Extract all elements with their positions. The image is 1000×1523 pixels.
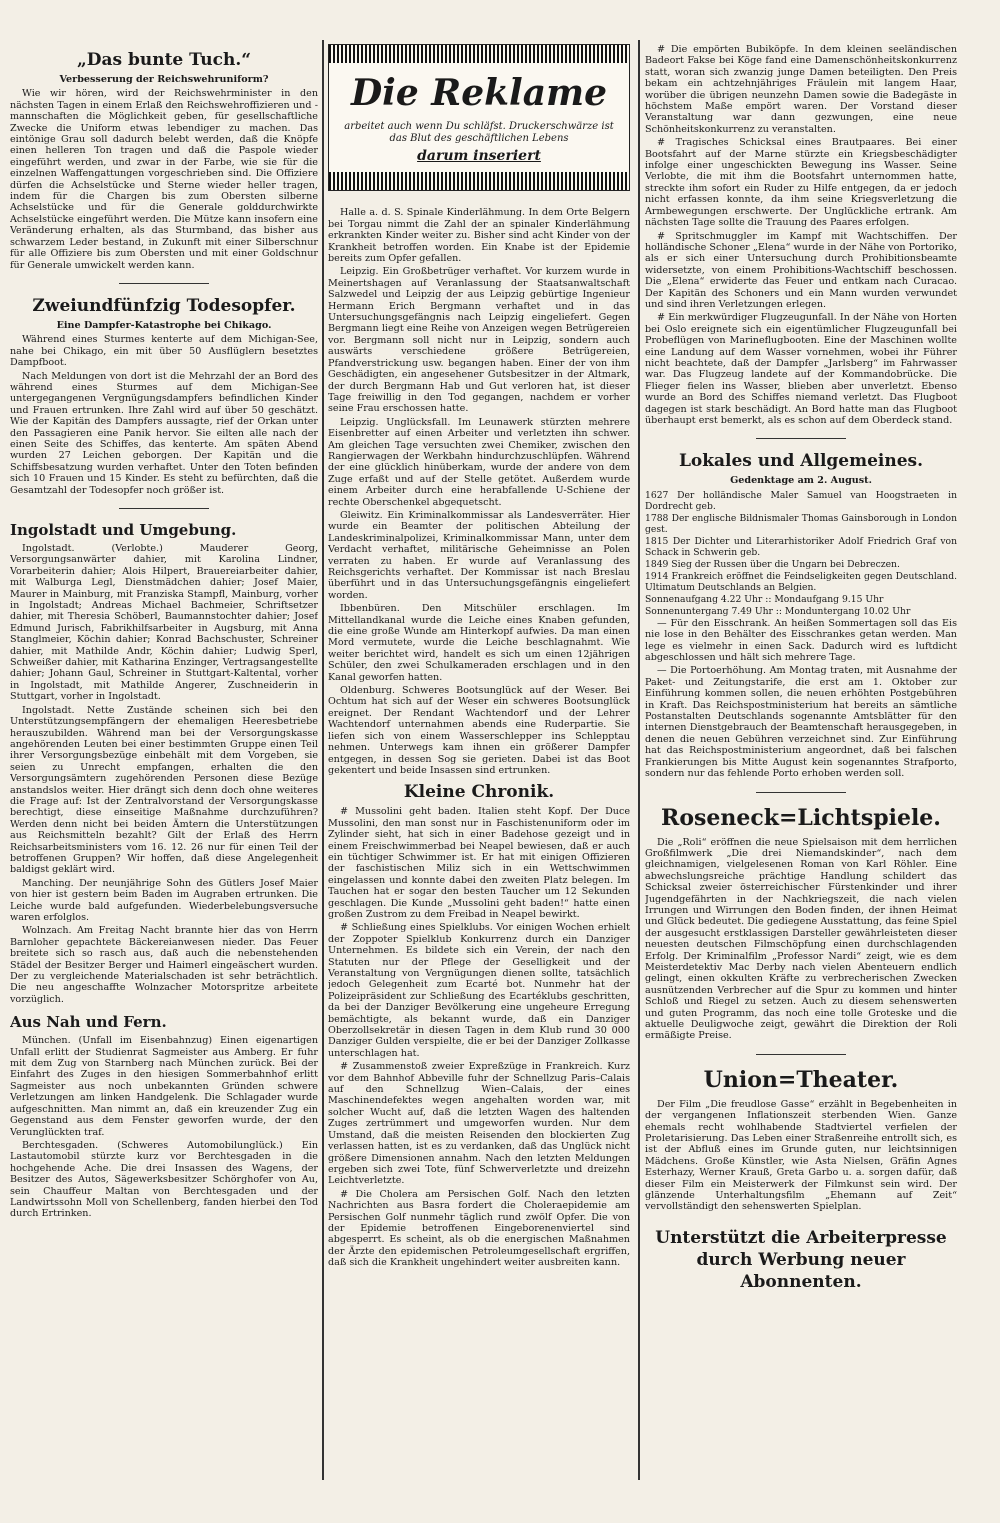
separator	[756, 792, 846, 793]
article-paragraph: Berchtesgaden. (Schweres Automobilunglück.) Ein Lastautomobil stürzte kurz vor Berchtesgaden in die hochgehende Ache. Die drei Insassen des Wagens, der Besitzer des Autos, Sägewerksbesitzer Schörghofer von Au, sein Chauffeur Maltan von Berchtesgaden und der Landwirtssohn Moll von Schellenberg, fanden hierbei den Tod durch Ertrinken.	[10, 1139, 318, 1220]
article-paragraph: — Die Portoerhöhung. Am Montag traten, mit Ausnahme der Paket- und Zeitungstarife, die erst am 1. Oktober zur Einführung kommen sollen, die neuen erhöhten Postgebühren in Kraft. Das Reichspostministerium hat bereits an sämtliche Postanstalten Deutschlands sogenannte Amtsblätter für den internen Dienstgebrauch der Beamtenschaft herausgegeben, in denen die neuen Gebühren verzeichnet sind. Zur Einführung hat das Reichspostministerium angeordnet, daß bei falschen Frankierungen bis Mitte August kein sogenanntes Strafporto, sondern nur das fehlende Porto erhoben werden soll.	[645, 665, 957, 780]
article-paragraph: Ibbenbüren. Den Mitschüler erschlagen. Im Mittellandkanal wurde die Leiche eines Knaben gefunden, die eine große Wunde am Hinterkopf aufwies. Da man einen Mord vermutete, wurde die Leiche beschlagnahmt. Wie weiter berichtet wird, handelt es sich um einen 12jährigen Schüler, den zwei Schulkameraden erschlagen und in den Kanal geworfen hatten.	[328, 603, 630, 683]
article-paragraph: # Die empörten Bubiköpfe. In dem kleinen seeländischen Badeort Fakse bei Köge fand eine Damenschönheitskonkurrenz statt, woran sich zwanzig junge Damen beteiligten. Den Preis bekam ein achtzehnjähriges Fräulein mit langem Haar, worüber die übrigen neunzehn Damen sowie die Badegäste in höchstem Maße empört waren. Der Vorstand dieser Veranstaltung war dann gezwungen, eine neue Schönheitskonkurrenz zu veranstalten.	[645, 44, 957, 135]
column-rule-1	[322, 40, 324, 1480]
article-paragraph: Ingolstadt. Nette Zustände scheinen sich bei den Unterstützungsempfängern der ehemaligen Heeresbetriebe herauszubilden. Während man bei der Versorgungskasse angehörenden Leuten bei einer bestimmten Gruppe einen Teil ihrer Versorgungsbezüge einbehält mit dem Vorgeben, sie seien zu Unrecht empfangen, erhalten die den Versorgungsämtern zugehörenden Personen diese Bezüge anstandslos weiter. Hier drängt sich denn doch ohne weiteres die Frage auf: Ist der Zentralvorstand der Versorgungskasse berechtigt, diese einseitige Maßnahme durchzuführen? Werden denn nicht bei beiden Ämtern die Unterstützungen aus Reichsmitteln bezahlt? Gilt der Erlaß des Herrn Reichsarbeitsministers vom 16. 12. 26 nur für einen Teil der betroffenen Gruppen? Wir hoffen, daß diese Angelegenheit baldigst geklärt wird.	[10, 704, 318, 876]
gedenktag-1914: 1914 Frankreich eröffnet die Feindseligkeiten gegen Deutschland. Ultimatum Deutschlands an Belgien.	[645, 570, 957, 593]
headline-bunte-tuch: „Das bunte Tuch.“	[76, 50, 252, 70]
article-paragraph: # Spritschmuggler im Kampf mit Wachtschiffen. Der holländische Schoner „Elena“ wurde in der Nähe von Portoriko, als er sich einer Untersuchung durch Prohibitionsbeamte widersetzte, von einem Prohibitions-Wachtschiff beschossen. Die „Elena“ erwiderte das Feuer und entkam nach Curacao. Der Kapitän des Schoners und ein Mann wurden verwundet und sind ihren Verletzungen erlegen.	[645, 230, 957, 310]
article-paragraph: Nach Meldungen von dort ist die Mehrzahl der an Bord des während eines Sturmes auf dem Michigan-See untergegangenen Vergnügungsdampfers befindlichen Kinder und Frauen ertrunken. Ihre Zahl wird auf über 50 geschätzt. Wie der Kapitän des Dampfers aussagte, rief der Orkan unter den Passagieren eine Panik hervor. Sie eilten alle nach der einen Seite des Schiffes, das kenterte. Am späten Abend wurden 27 Leichen geborgen. Der Kapitän und die Schiffsbesatzung wurden verhaftet. Unter den Toten befinden sich 10 Frauen und 15 Kinder. Es steht zu befürchten, daß die Gesamtzahl der Todesopfer noch größer ist.	[10, 370, 318, 496]
article-paragraph: Der Film „Die freudlose Gasse“ erzählt in Begebenheiten in der vergangenen Inflationszeit sterbenden Wien. Ganze ehemals recht wohlhabende Stadtviertel verfielen der Proletarisierung. Das Leben einer Straßenreihe entrollt sich, es ist der Abfluß eines im Grunde guten, nur leichtsinnigen Mädchens. Große Künstler, wie Asta Nielsen, Gräfin Agnes Esterhazy, Werner Krauß, Greta Garbo u. a. sorgen dafür, daß dieser Film ein Meisterwerk der Filmkunst sein wird. Der glänzende Unterhaltungsfilm „Ehemann auf Zeit“ vervollständigt den sehenswerten Spielplan.	[645, 1098, 957, 1213]
article-paragraph: # Zusammenstoß zweier Expreßzüge in Frankreich. Kurz vor dem Bahnhof Abbeville fuhr der Schnellzug Paris–Calais auf den Schnellzug Wien–Calais, der eines Maschinendefektes wegen angehalten worden war, mit solcher Wucht auf, daß die letzten Wagen des haltenden Zuges zertrümmert und umgeworfen wurden. Nur dem Umstand, daß die meisten Reisenden den blockierten Zug verlassen hatten, ist es zu verdanken, daß das Unglück nicht größere Dimensionen annahm. Nach den letzten Meldungen ergeben sich zwei Tote, fünf Schwerverletzte und dreizehn Leichtverletzte.	[328, 1061, 630, 1187]
column-3	[645, 44, 957, 1504]
article-paragraph: Während eines Sturmes kenterte auf dem Michigan-See, nahe bei Chikago, ein mit über 50 Ausflüglern besetztes Dampfboot.	[10, 334, 318, 369]
article-paragraph: Ingolstadt. (Verlobte.) Mauderer Georg, Versorgungsanwärter dahier, mit Karolina Lindner, Vorarbeiterin dahier; Alois Hilpert, Brauereiarbeiter dahier, mit Walburga Legl, Dienstmädchen dahier; Josef Maier, Maurer in Mainburg, mit Franziska Stampfl, Mainburg, vorher in Ingolstadt; Andreas Michael Bachmeier, Schriftsetzer dahier, mit Theresia Schöberl, Baumannstochter dahier; Josef Edmund Jurisch, Fabrikhilfsarbeiter in Augsburg, mit Anna Stanglmeier, Köchin dahier; Konrad Bachschuster, Schreiner dahier, mit Mathilde Andr, Köchin dahier; Ludwig Sperl, Schweißer dahier, mit Katharina Enzinger, Vertragsangestellte dahier; Johann Gaul, Schreiner in Stuttgart-Kaltental, vorher in Ingolstadt, mit Mathilde Angerer, Zuschneiderin in Stuttgart, vorher in Ingolstadt.	[10, 543, 318, 703]
article-paragraph: — Für den Eisschrank. An heißen Sommertagen soll das Eis nie lose in den Behälter des Eisschrankes getan werden. Man lege es vielmehr in einen Sack. Dadurch wird es luftdicht abgeschlossen und hält sich mehrere Tage.	[645, 617, 957, 664]
column-2	[328, 44, 630, 1504]
gedenktag-1627: 1627 Der holländische Maler Samuel van Hoogstraeten in Dordrecht geb.	[645, 489, 957, 512]
headline-union-theater: Union=Theater.	[703, 1066, 899, 1093]
article-paragraph: Wolnzach. Am Freitag Nacht brannte hier das von Herrn Barnloher gepachtete Bäckereianwesen nieder. Das Feuer breitete sich so rasch aus, daß auch die nebenstehenden Städel der Besitzer Berger und Haimerl eingeäschert wurden. Der zu vergleichende Materialschaden ist sehr beträchtlich. Die neu angeschaffte Wolnzacher Motorspritze arbeitete vorzüglich.	[10, 925, 318, 1005]
headline-roseneck: Roseneck=Lichtspiele.	[661, 804, 941, 831]
separator	[119, 283, 209, 284]
article-paragraph: Gleiwitz. Ein Kriminalkommissar als Landesverräter. Hier wurde ein Beamter der politischen Abteilung der Landeskriminalpolizei, Kriminalkommissar Mann, unter dem Verdacht verhaftet, militärische Geheimnisse an Polen verraten zu haben. Er wurde auf Veranlassung des Reichsgerichts verhaftet. Der Kommissar ist nach Breslau überführt und in das Untersuchungsgefängnis eingeliefert worden.	[328, 509, 630, 601]
subheadline-gedenktage: Gedenktage am 2. August.	[730, 475, 872, 487]
article-paragraph: Leipzig. Unglücksfall. Im Leunawerk stürzten mehrere Eisenbretter auf einen Arbeiter und verletzten ihn schwer. Am gleichen Tage versuchten zwei Chemiker, zwischen den Rangierwagen der Werkbahn hindurchzuschlüpfen. Während der eine glücklich hinüberkam, wurde der andere von dem Zuge erfaßt und auf der Stelle getötet. Außerdem wurde einem Arbeiter durch eine herabfallende U-Schiene der rechte Oberschenkel abgequetscht.	[328, 416, 630, 508]
headline-nah-fern: Aus Nah und Fern.	[10, 1013, 167, 1032]
article-paragraph: Wie wir hören, wird der Reichswehrminister in den nächsten Tagen in einem Erlaß den Reichswehroffizieren und -mannschaften die Möglichkeit geben, für gesellschaftliche Zwecke die Uniform etwas lebendiger zu machen. Das eintönige Grau soll dadurch belebt werden, daß die Knöpfe einen helleren Ton tragen und daß die Paspole wieder eingeführt werden, und zwar in der Farbe, wie sie für die einzelnen Waffengattungen vorgeschrieben sind. Die Offiziere dürfen die Achselstücke und Sterne wieder heller tragen, indem für die Chargen bis zum Obersten silberne Achselstücke und für die Generale golddurchwirkte Achselstücke eingeführt werden. Die Mütze kann insofern eine Veränderung erhalten, als das Sturmband, das bisher aus schwarzem Leder bestand, in Zukunft mit einer Silberschnur für alle Offiziere bis zum Obersten und mit einer Goldschnur für Generale umwickelt werden kann.	[10, 88, 318, 271]
ad-title: Die Reklame	[350, 72, 608, 114]
article-paragraph: Manching. Der neunjährige Sohn des Gütlers Josef Maier von hier ist gestern beim Baden im Augraben ertrunken. Die Leiche wurde bald aufgefunden. Wiederbelebungsversuche waren erfolglos.	[10, 877, 318, 923]
column-rule-2	[638, 40, 640, 1480]
article-paragraph: Halle a. d. S. Spinale Kinderlähmung. In dem Orte Belgern bei Torgau nimmt die Zahl der an spinaler Kinderlähmung erkrankten Kinder weiter zu. Bisher sind acht Kinder von der Krankheit betroffen worden. Ein Knabe ist der Epidemie bereits zum Opfer gefallen.	[328, 207, 630, 265]
ad-slogan: darum inseriert	[417, 148, 541, 164]
article-paragraph: Oldenburg. Schweres Bootsunglück auf der Weser. Bei Ochtum hat sich auf der Weser ein schweres Bootsunglück ereignet. Der Rendant Wachtendorf und der Lehrer Wachtendorf unternahmen abends eine Ruderpartie. Sie liefen sich von einem Wasserschlepper ins Schlepptau nehmen. Unterwegs kam ihnen ein größerer Dampfer entgegen, in dessen Sog sie gerieten. Dabei ist das Boot gekentert und beide Insassen sind ertrunken.	[328, 685, 630, 776]
appeal-arbeiterpresse: Unterstützt die Arbeiterpresse durch Werbung neuer Abonnenten.	[655, 1227, 947, 1292]
column-1	[10, 44, 318, 1504]
article-paragraph: Leipzig. Ein Großbetrüger verhaftet. Vor kurzem wurde in Meinertshagen auf Veranlassung der Staatsanwaltschaft Salzwedel und Leipzig der aus Leipzig gebürtige Ingenieur Hermann Erich Bergmann verhaftet und in das Untersuchungsgefängnis nach Leipzig eingeliefert. Gegen Bergmann liegt eine Reihe von Anzeigen wegen Betrügereien vor. Bergmann soll nicht nur in Leipzig, sondern auch auswärts verschiedene größere Betrügereien, Pfandverstrickung usw. begangen haben. Einer der von ihm Geschädigten, ein angesehener Gutsbesitzer in der Altmark, der durch Bergmann Hab und Gut verloren hat, ist dieser Tage freiwillig in den Tod gegangen, nachdem er vorher seine Frau erschossen hatte.	[328, 266, 630, 415]
separator	[756, 1054, 846, 1055]
gedenktag-1849: 1849 Sieg der Russen über die Ungarn bei Debreczen.	[645, 558, 900, 570]
ad-border-top	[329, 45, 629, 63]
gedenktag-1788: 1788 Der englische Bildnismaler Thomas Gainsborough in London gest.	[645, 512, 957, 535]
article-paragraph: Die „Roli“ eröffnen die neue Spielsaison mit dem herrlichen Großfilmwerk „Die drei Niemandskinder“, nach dem gleichnamigen, vielgelesenen Roman von Karl Röhler. Eine abwechslungsreiche prächtige Handlung schildert das Schicksal zweier österreichischer Fürstenkinder und ihrer Jugendgefährten in der Nachkriegszeit, die nach vielen Irrungen und Wirrungen den Boden finden, der ihnen Heimat und Glück bedeutet. Die gediegene Ausstattung, das feine Spiel der ausgesucht erstklassigen Darsteller gewährleisteten dieser neuesten deutschen Filmschöpfung einen durchschlagenden Erfolg. Der Kriminalfilm „Professor Nardi“ zeigt, wie es dem Meisterdetektiv Mac Derby nach vielen Abenteuern endlich gelingt, einen okkulten Kräfte zu verbrecherischen Zwecken ausnützenden Verbrecher auf die Spur zu kommen und hinter Schloß und Riegel zu setzen. Auch zu diesem sehenswerten und guten Programm, das noch eine tolle Groteske und die aktuelle Deuligwoche zeigt, gewährt die Direktion der Roli ermäßigte Preise.	[645, 836, 957, 1042]
ad-body: arbeitet auch wenn Du schläfst. Druckerschwärze ist das Blut des geschäftlichen Lebens	[344, 121, 614, 144]
headline-todesopfer: Zweiundfünfzig Todesopfer.	[32, 295, 296, 316]
separator	[756, 438, 846, 439]
sun-moon-set: Sonnenuntergang 7.49 Uhr :: Monduntergang 10.02 Uhr	[645, 605, 911, 617]
headline-ingolstadt: Ingolstadt und Umgebung.	[10, 521, 237, 539]
subheadline-chikago: Eine Dampfer-Katastrophe bei Chikago.	[56, 319, 272, 331]
headline-kleine-chronik: Kleine Chronik.	[403, 782, 555, 803]
ad-border-bottom	[329, 172, 629, 190]
article-paragraph: # Ein merkwürdiger Flugzeugunfall. In der Nähe von Horten bei Oslo ereignete sich ein eigentümlicher Flugzeugunfall bei Probeflügen von Marineflugbooten. Eine der Maschinen wollte eine Landung auf dem Wasser vornehmen, wobei ihr Führer nicht beachtete, daß der Dampfer „Jarlsberg“ im Fahrwasser war. Das Flugzeug landete auf der Kommandobrücke. Die Flieger fielen ins Wasser, blieben aber unverletzt. Ebenso wurde an Bord des Schiffes niemand verletzt. Das Flugboot dagegen ist stark beschädigt. An Bord hatte man das Flugboot überhaupt erst bemerkt, als es schon auf dem Oberdeck stand.	[645, 312, 957, 426]
subheadline-reichswehruniform: Verbesserung der Reichswehruniform?	[59, 74, 269, 85]
reklame-advertisement	[328, 44, 630, 191]
gedenktag-1815: 1815 Der Dichter und Literarhistoriker Adolf Friedrich Graf von Schack in Schwerin geb.	[645, 535, 957, 558]
headline-lokales: Lokales und Allgemeines.	[678, 451, 924, 472]
article-paragraph: München. (Unfall im Eisenbahnzug) Einen eigenartigen Unfall erlitt der Studienrat Sagmeister aus Amberg. Er fuhr mit dem Zug von Starnberg nach München zurück. Bei der Einfahrt des Zuges in den hiesigen Sommerbahnhof erlitt Sagmeister aus noch unbekannten Gründen schwere Verletzungen am linken Handgelenk. Die Schlagader wurde aufgeschnitten. Man nimmt an, daß ein kreuzender Zug ein Gegenstand aus dem Fenster geworfen wurde, der den Verunglückten traf.	[10, 1035, 318, 1138]
article-paragraph: # Schließung eines Spielklubs. Vor einigen Wochen erhielt der Zoppoter Spielklub Konkurrenz durch ein Danziger Unternehmen. Es bildete sich ein Verein, der nach den Statuten nur der Pflege der Geselligkeit und der Veranstaltung von Vergnügungen dienen sollte, tatsächlich jedoch Gelegenheit zum Ecarté bot. Nunmehr hat der Polizeipräsident zur Schließung des Ecartéklubs geschritten, da bei der Danziger Bevölkerung eine ungeheure Erregung bemächtigte, als bekannt wurde, daß ein Danziger Oberzollsekretär in diesen Tagen in dem Klub rund 30 000 Danziger Gulden verspielte, die er bei der Danziger Zollkasse unterschlagen hat.	[328, 922, 630, 1059]
article-paragraph: # Die Cholera am Persischen Golf. Nach den letzten Nachrichten aus Basra fordert die Choleraepidemie am Persischen Golf nunmehr täglich rund zwölf Opfer. Die von der Epidemie betroffenen Eingeborenenviertel sind abgesperrt. Es scheint, als ob die energischen Maßnahmen der Ärzte den epidemischen Petroleumgesellschaft ergriffen, daß sich die Krankheit ungehindert weiter ausbreiten kann.	[328, 1188, 630, 1269]
article-paragraph: # Tragisches Schicksal eines Brautpaares. Bei einer Bootsfahrt auf der Marne stürzte ein Kriegsbeschädigter infolge einer ungeschickten Bewegung ins Wasser. Seine Verlobte, die mit ihm die Bootsfahrt unternommen hatte, streckte ihm sofort ein Ruder zu Hilfe entgegen, da er jedoch nicht erfassen konnte, da ihm seine Kriegsverletzung die Armbewegungen erschwerte. Der Unglückliche ertrank. Am nächsten Tage sollte die Trauung des Paares erfolgen.	[645, 137, 957, 229]
sun-moon-rise: Sonnenaufgang 4.22 Uhr :: Mondaufgang 9.15 Uhr	[645, 593, 884, 605]
separator	[119, 508, 209, 509]
article-paragraph: # Mussolini geht baden. Italien steht Kopf. Der Duce Mussolini, den man sonst nur in Faschistenuniform oder im Zylinder sieht, hat sich in einer Badehose gezeigt und in einem Freischwimmerbad bei Neapel bewiesen, daß er auch ein tüchtiger Schwimmer ist. Er hat mit einigen Offizieren der faschistischen Miliz sich in ein Wettschwimmen eingelassen und konnte dabei den zweiten Platz belegen. Im Tauchen hat er sogar den besten Taucher um 12 Sekunden geschlagen. Die Kunde „Mussolini geht baden!“ hatte einen großen Zustrom zu dem Freibad in Neapel bewirkt.	[328, 806, 630, 920]
